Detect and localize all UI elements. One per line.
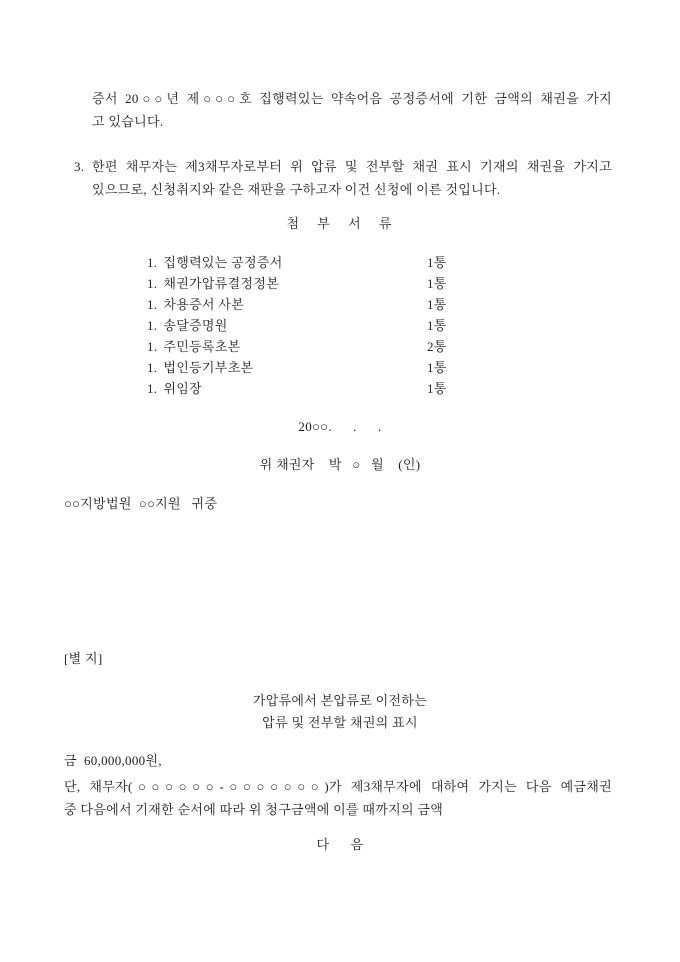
annex-body-paragraph xyxy=(64,775,612,821)
annex-title-line: 압류 및 전부할 채권의 표시 xyxy=(262,715,418,730)
attachment-marker: 1. xyxy=(147,381,158,396)
paragraph-line: 있으므로, 신청취지와 같은 재판을 구하고자 이건 신청에 이른 것입니다. xyxy=(92,182,501,197)
attachment-row xyxy=(147,273,477,294)
attachment-label: 채권가압류결정정본 xyxy=(163,276,280,291)
attachment-label: 법인등기부초본 xyxy=(163,360,254,375)
attachment-row xyxy=(147,252,477,273)
court-address-line: ○○지방법원 ○○지원 귀중 xyxy=(64,496,218,511)
paragraph-line: 단, 채무자(○○○○○○-○○○○○○○)가 제3채무자에 대하여 가지는 다음 예금채권 xyxy=(64,779,612,794)
attachment-marker: 1. xyxy=(147,297,158,312)
annex-label: [별 지] xyxy=(64,651,103,666)
attachment-row xyxy=(147,294,477,315)
annex-title xyxy=(0,690,680,734)
attachment-count: 1통 xyxy=(427,255,447,270)
attachment-marker: 1. xyxy=(147,276,158,291)
attachment-label: 주민등록초본 xyxy=(163,339,241,354)
creditor-signature-line: 위 채권자 박 ○ 월 (인) xyxy=(259,457,421,472)
attachment-label: 송달증명원 xyxy=(163,318,228,333)
attachment-count: 1통 xyxy=(427,276,447,291)
attachment-label: 차용증서 사본 xyxy=(163,297,245,312)
attachment-marker: 1. xyxy=(147,255,158,270)
document-date: 20○○. . . xyxy=(298,419,382,434)
attachments-list xyxy=(147,252,477,399)
attachment-row xyxy=(147,315,477,336)
attachment-count: 1통 xyxy=(427,318,447,333)
attachment-count: 1통 xyxy=(427,360,447,375)
attachment-row xyxy=(147,336,477,357)
attachment-marker: 1. xyxy=(147,360,158,375)
attachment-marker: 1. xyxy=(147,339,158,354)
attachment-count: 1통 xyxy=(427,297,447,312)
paragraph-line: 한편 채무자는 제3채무자로부터 위 압류 및 전부할 채권 표시 기재의 채권을 가지고 xyxy=(92,159,612,174)
attachment-row xyxy=(147,357,477,378)
item-3-paragraph xyxy=(92,155,612,201)
attachment-count: 2통 xyxy=(427,339,447,354)
attachment-count: 1통 xyxy=(427,381,447,396)
attachment-row xyxy=(147,378,477,399)
paragraph-line: 고 있습니다. xyxy=(92,114,164,129)
paragraph-line: 중 다음에서 기재한 순서에 따라 위 청구금액에 이를 때까지의 금액 xyxy=(64,802,444,817)
attachments-heading: 첨 부 서 류 xyxy=(286,216,394,231)
attachment-label: 집행력있는 공정증서 xyxy=(163,255,283,270)
annex-title-line: 가압류에서 본압류로 이전하는 xyxy=(252,693,428,708)
item-3-number: 3. xyxy=(74,159,85,174)
paragraph-line: 증서 20○○년 제○○○호 집행력있는 약속어음 공정증서에 기한 금액의 채권을 가지 xyxy=(92,91,612,106)
attachment-label: 위임장 xyxy=(163,381,202,396)
body-paragraph-continuation xyxy=(92,87,612,133)
attachment-marker: 1. xyxy=(147,318,158,333)
annex-amount: 금 60,000,000원, xyxy=(64,753,162,768)
annex-footer: 다 음 xyxy=(316,837,364,852)
